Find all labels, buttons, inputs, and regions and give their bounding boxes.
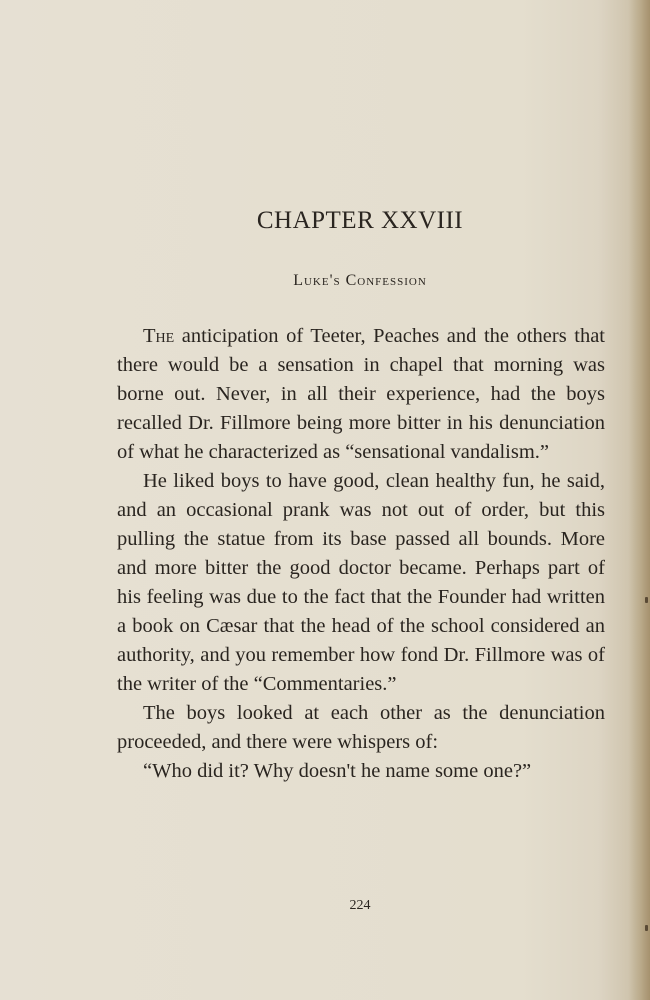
chapter-heading: CHAPTER XXVIII xyxy=(256,207,464,234)
paragraph-text: “Who did it? Why doesn't he name some one?” xyxy=(143,760,532,782)
page-number: 224 xyxy=(349,898,371,913)
paragraph-3 xyxy=(117,699,605,757)
edge-speck xyxy=(645,597,648,603)
chapter-subtitle: Luke's Confession xyxy=(293,272,427,289)
paragraph-text: The boys looked at each other as the denunciation proceeded, and there were whispers of: xyxy=(117,702,605,753)
chapter-body xyxy=(117,322,605,786)
paragraph-1 xyxy=(117,322,605,467)
paragraph-text: anticipation of Teeter, Peaches and the others that there would be a sensation in chapel that morning was borne out. Never, in all their experience, had the boys recalled Dr. Fillmore being more bitter in his denunciation of what he characterized as “sensational vandalism.” xyxy=(117,325,605,463)
paragraph-text: He liked boys to have good, clean healthy fun, he said, and an occasional prank was not out of order, but this pulling the statue from its base passed all bounds. More and more bitter the good doctor became. Perhaps part of his feeling was due to the fact that the Founder had written a book on Cæsar that the head of the school considered an authority, and you remember how fond Dr. Fillmore was of the writer of the “Commentaries.” xyxy=(117,470,605,695)
paragraph-lead-word: The xyxy=(143,325,175,347)
edge-speck xyxy=(645,925,648,931)
page-edge-shadow xyxy=(628,0,650,1000)
paragraph-2 xyxy=(117,467,605,699)
paragraph-4 xyxy=(117,757,605,786)
